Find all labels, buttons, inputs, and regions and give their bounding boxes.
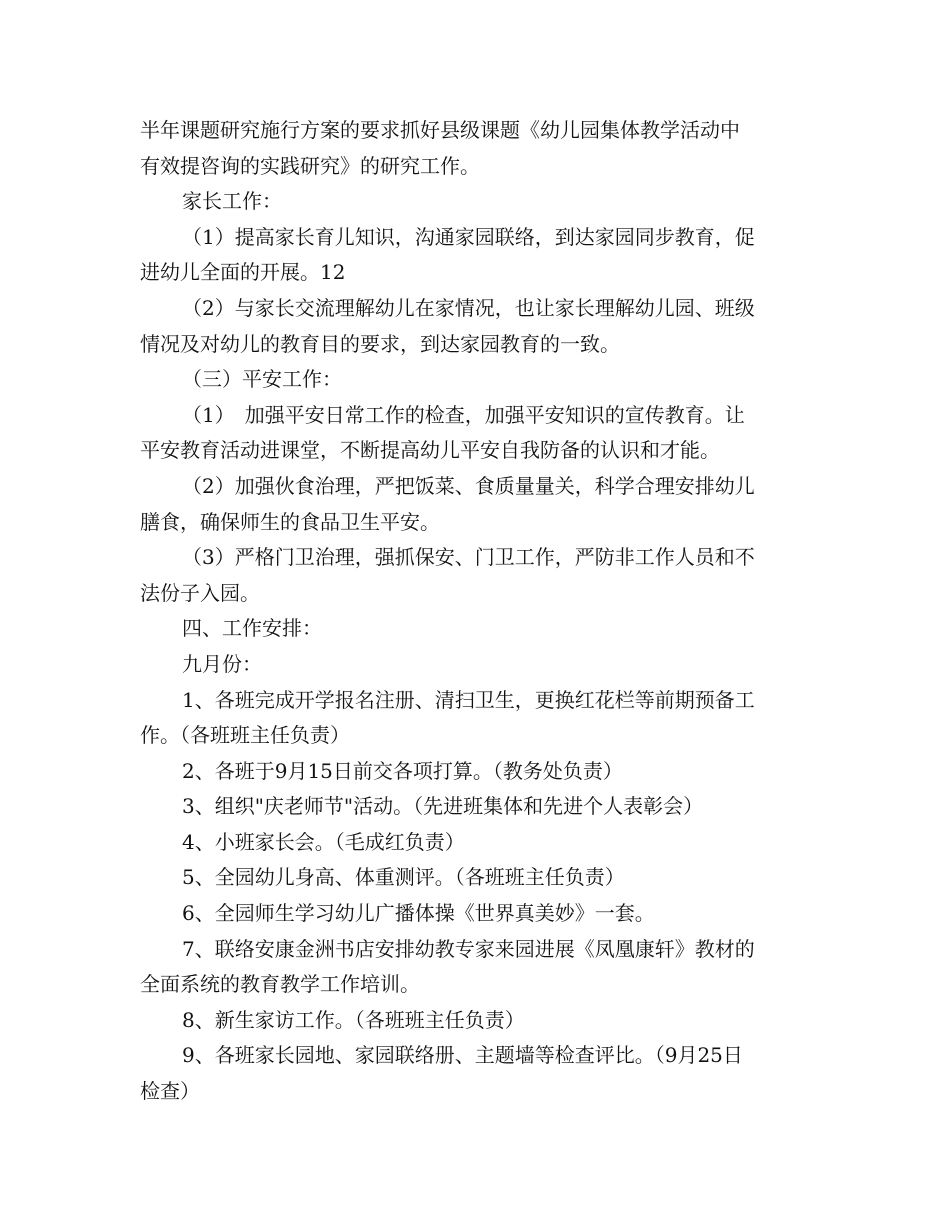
- document-body: [140, 113, 812, 1110]
- text-line: （三）平安工作：: [182, 367, 342, 392]
- text-line: （3）严格门卫治理，强抓保安、门卫工作，严防非工作人员和不: [182, 545, 755, 570]
- text-line: 平安教育活动进课堂，不断提高幼儿平安自我防备的认识和才能。: [140, 438, 720, 463]
- text-line: 作。（各班班主任负责）: [140, 723, 350, 748]
- text-line: 全面系统的教育教学工作培训。: [140, 972, 420, 997]
- text-line: 进幼儿全面的开展。12: [140, 260, 346, 285]
- text-line: 有效提咨询的实践研究》的研究工作。: [140, 153, 480, 178]
- text-line: 5、全园幼儿身高、体重测评。（各班班主任负责）: [182, 865, 625, 890]
- text-line: 7、联络安康金洲书店安排幼教专家来园进展《凤凰康轩》教材的: [182, 936, 755, 961]
- text-line: 情况及对幼儿的教育目的要求，到达家园教育的一致。: [140, 331, 620, 356]
- text-line: 8、新生家访工作。（各班班主任负责）: [182, 1007, 525, 1032]
- text-line: 9、各班家长园地、家园联络册、主题墙等检查评比。（9月25日: [182, 1043, 743, 1068]
- text-line: 4、小班家长会。（毛成红负责）: [182, 829, 465, 854]
- text-line: 家长工作：: [182, 189, 282, 214]
- text-line: 法份子入园。: [140, 580, 260, 605]
- text-line: （2）加强伙食治理，严把饭菜、食质量量关，科学合理安排幼儿: [182, 473, 755, 498]
- text-line: （2）与家长交流理解幼儿在家情况，也让家长理解幼儿园、班级: [182, 295, 755, 320]
- text-line: 检查）: [140, 1079, 200, 1104]
- text-line: 膳食，确保师生的食品卫生平安。: [140, 509, 440, 534]
- text-line: 6、全园师生学习幼儿广播体操《世界真美妙》一套。: [182, 901, 655, 926]
- text-line: （1）提高家长育儿知识，沟通家园联络，到达家园同步教育，促: [182, 224, 755, 249]
- text-line: 九月份：: [182, 651, 262, 676]
- text-line: 2、各班于9月15日前交各项打算。（教务处负责）: [182, 758, 623, 783]
- text-line: 四、工作安排：: [182, 616, 322, 641]
- text-line: 半年课题研究施行方案的要求抓好县级课题《幼儿园集体教学活动中: [140, 118, 740, 142]
- text-line: 1、各班完成开学报名注册、清扫卫生，更换红花栏等前期预备工: [182, 687, 755, 712]
- text-line: 3、组织"庆老师节"活动。（先进班集体和先进个人表彰会）: [182, 794, 704, 819]
- text-line: （1） 加强平安日常工作的检查，加强平安知识的宣传教育。让: [182, 402, 745, 427]
